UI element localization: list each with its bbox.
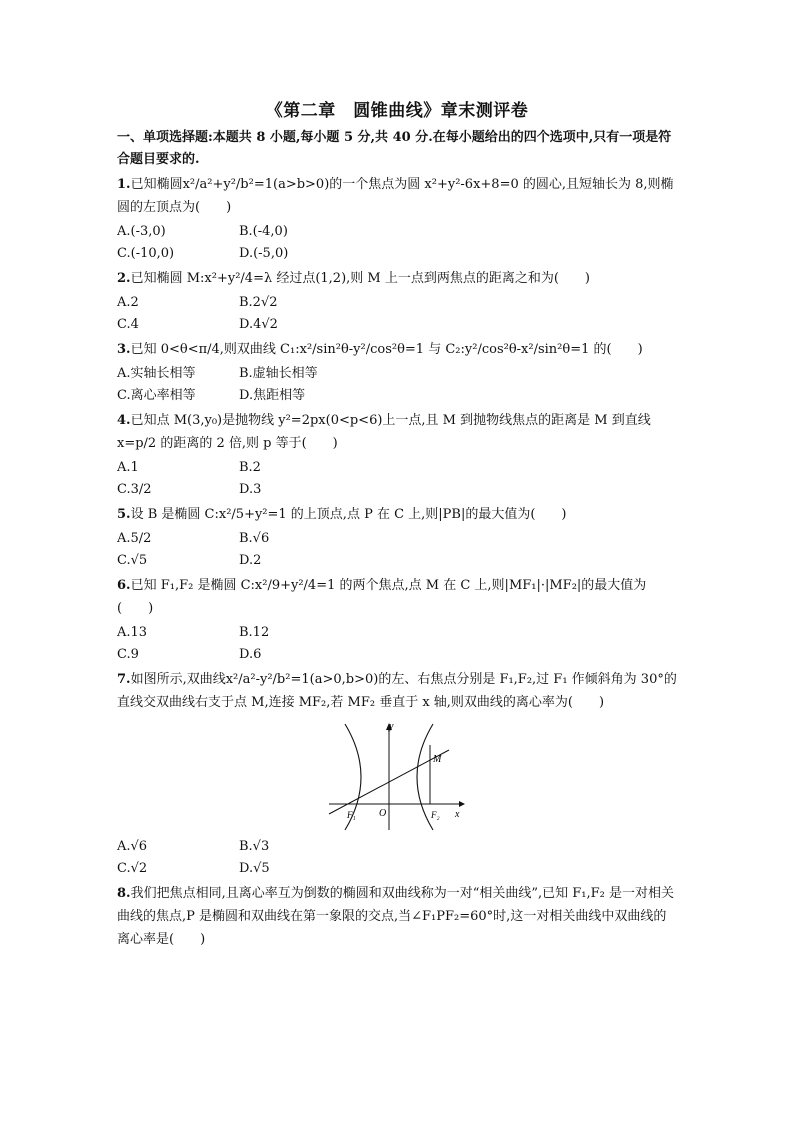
question-text: ,则双曲线 C₁: [219,342,300,357]
label-m: M [433,754,442,765]
formula: y²/cos²θ-x²/sin²θ=1 [464,342,590,357]
question-text: 与 C₂: [424,342,465,357]
section-heading: 一、单项选择题:本题共 8 小题,每小题 5 分,共 40 分.在每小题给出的四个选项中,只有一项是符合题目要求的. [117,130,672,167]
option-a[interactable]: A.13 [117,625,148,640]
question-5 [117,503,677,526]
option-c[interactable]: C.离心率相等 [117,388,196,403]
option-d[interactable]: D.√5 [239,861,270,876]
options-7 [117,836,677,880]
option-d[interactable]: D.6 [239,647,262,662]
question-text: 的左、右焦点分别是 F₁,F₂,过 F₁ 作倾斜角为 30°的直线交双曲线右支于点 M,连接 MF₂,若 MF₂ 垂直于 x 轴,则双曲线的离心率为( ) [117,672,677,710]
option-c[interactable]: C.3/2 [117,482,152,497]
question-8 [117,882,677,951]
options-1 [117,221,677,265]
formula: x²/9+y²/4=1 [254,578,336,593]
option-b[interactable]: B.2√2 [239,295,278,310]
option-c[interactable]: C.(-10,0) [117,246,175,261]
option-c[interactable]: C.9 [117,647,139,662]
options-3 [117,363,677,407]
question-6 [117,574,677,620]
label-y: y [389,721,394,732]
formula: x²/a²-y²/b²=1(a>0,b>0) [225,672,379,687]
option-d[interactable]: D.3 [239,482,262,497]
question-text: 我们把焦点相同,且离心率互为倒数的椭圆和双曲线称为一对“相关曲线”,已知 F₁,F₂ 是一对相关曲线的焦点,P 是椭圆和双曲线在第一象限的交点,当∠F₁PF₂=60°时,这一对相关曲线中双曲线的离心率是( ) [117,886,674,947]
page-title: 《第二章 圆锥曲线》章末测评卷 [265,101,529,121]
question-number: 2. [117,271,131,286]
options-4 [117,457,677,501]
question-2 [117,267,677,290]
formula: x²/sin²θ-y²/cos²θ=1 [299,342,425,357]
option-c[interactable]: C.4 [117,317,139,332]
question-number: 3. [117,342,131,357]
question-text: 的两个焦点,点 M 在 C 上,则|MF₁|·|MF₂|的最大值为( ) [117,578,647,616]
label-x: x [455,809,460,820]
option-a[interactable]: A.2 [117,295,139,310]
question-number: 1. [117,177,131,192]
question-text: 设 B 是椭圆 C: [130,507,219,522]
option-a[interactable]: A.1 [117,460,139,475]
option-d[interactable]: D.(-5,0) [239,246,289,261]
option-a[interactable]: A.实轴长相等 [117,366,196,381]
question-number: 4. [117,413,131,428]
label-origin: O [379,808,387,819]
question-7 [117,668,677,714]
question-4 [117,409,677,455]
option-a[interactable]: A.√6 [117,839,148,854]
formula: y²/4 [227,271,254,286]
option-d[interactable]: D.4√2 [239,317,278,332]
option-b[interactable]: B.(-4,0) [239,224,288,239]
option-c[interactable]: C.√5 [117,553,148,568]
question-text: 已知 F₁,F₂ 是椭圆 C: [130,578,255,593]
question-text: +y²=1 的上顶点,点 P 在 C 上,则|PB|的最大值为( ) [244,507,567,522]
options-2 [117,292,677,336]
question-text: 已知 0<θ< [130,342,199,357]
question-text: 的距离的 2 倍,则 p 等于( ) [156,436,338,451]
formula: p/2 [135,436,157,451]
option-b[interactable]: B.√6 [239,531,270,546]
hyperbola-figure [117,720,677,832]
question-text: 如图所示,双曲线 [130,672,226,687]
question-number: 7. [117,672,131,687]
option-b[interactable]: B.2 [239,460,261,475]
question-text: 已知椭圆 [130,177,183,192]
label-f2: F₂ [431,810,440,820]
question-text: 已知椭圆 M:x²+ [130,271,228,286]
question-number: 5. [117,507,131,522]
question-text: 的( ) [589,342,643,357]
label-f1: F₁ [347,810,356,820]
formula: π/4 [198,342,220,357]
question-3 [117,338,677,361]
option-b[interactable]: B.12 [239,625,270,640]
hyperbola-diagram [327,720,467,832]
question-1 [117,173,677,219]
option-d[interactable]: D.焦距相等 [239,388,306,403]
option-d[interactable]: D.2 [239,553,262,568]
option-a[interactable]: A.(-3,0) [117,224,166,239]
option-b[interactable]: B.虚轴长相等 [239,366,318,381]
exam-page [117,96,677,951]
formula: x²/a²+y²/b²=1(a>b>0) [182,177,330,192]
question-text: 的一个焦点为圆 x²+y²-6x+8=0 的圆心,且短轴长为 8,则椭圆的左顶点为( ) [117,177,674,215]
option-b[interactable]: B.√3 [239,839,270,854]
question-number: 6. [117,578,131,593]
option-a[interactable]: A.5/2 [117,531,152,546]
option-c[interactable]: C.√2 [117,861,148,876]
formula: x²/5 [218,507,245,522]
question-number: 8. [117,886,131,901]
options-5 [117,528,677,572]
question-text: 已知点 M(3,y₀)是抛物线 y²=2px(0<p<6)上一点,且 M 到抛物线焦点的距离是 M 到直线 x= [117,413,651,451]
x-axis-arrow [459,801,465,807]
options-6 [117,622,677,666]
question-text: =λ 经过点(1,2),则 M 上一点到两焦点的距离之和为( ) [253,271,590,286]
